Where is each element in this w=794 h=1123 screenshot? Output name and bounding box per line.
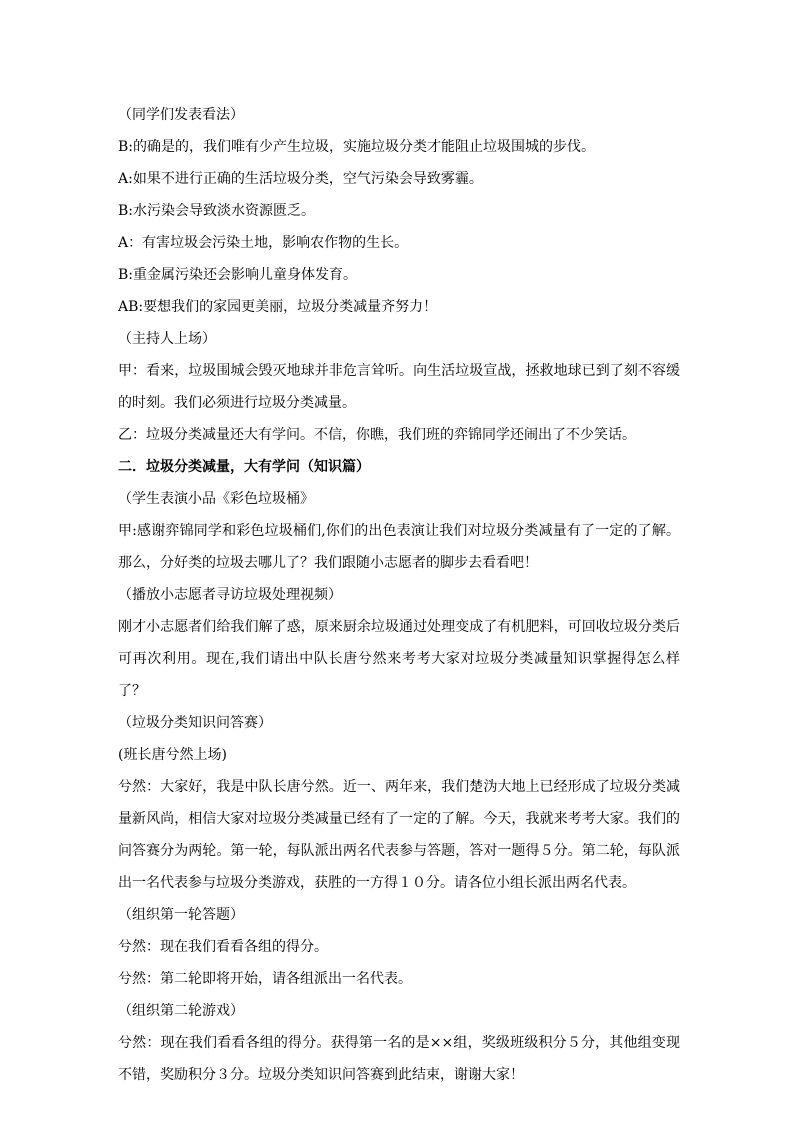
- dialogue-line: B:的确是的，我们唯有少产生垃圾，实施垃圾分类才能阻止垃圾围城的步伐。: [118, 139, 596, 155]
- dialogue-paragraph: 甲:感谢弈锦同学和彩色垃圾桶们,你们的出色表演让我们对垃圾分类减量有了一定的了解。那么，分好类的垃圾去哪儿了？我们跟随小志愿者的脚步去看看吧！: [118, 523, 680, 571]
- section-heading: 二．垃圾分类减量，大有学问（知识篇）: [118, 459, 370, 475]
- dialogue-line: B:重金属污染还会影响儿童身体发育。: [118, 267, 358, 283]
- stage-direction: (班长唐兮然上场): [118, 747, 227, 763]
- dialogue-paragraph: 兮然：大家好，我是中队长唐兮然。近一、两年来，我们楚沩大地上已经形成了垃圾分类减量新风尚，相信大家对垃圾分类减量已经有了一定的了解。今天，我就来考考大家。我们的问答赛分为两轮。第一轮，每队派出两名代表参与答题，答对一题得５分。第二轮，每队派出一名代表参与垃圾分类游戏，获胜的一方得１０分。请各位小组长派出两名代表。: [118, 779, 680, 891]
- stage-direction: （组织第一轮答题）: [118, 907, 244, 923]
- dialogue-line: AB:要想我们的家园更美丽，垃圾分类减量齐努力！: [118, 299, 438, 315]
- dialogue-line: A:如果不进行正确的生活垃圾分类，空气污染会导致雾霾。: [118, 171, 483, 187]
- dialogue-line: A：有害垃圾会污染土地，影响农作物的生长。: [118, 235, 409, 251]
- dialogue-paragraph: 兮然：现在我们看看各组的得分。获得第一名的是××组，奖级班级积分５分，其他组变现不错，奖励积分３分。垃圾分类知识问答赛到此结束，谢谢大家！: [118, 1035, 680, 1083]
- dialogue-line: 兮然：第二轮即将开始，请各组派出一名代表。: [118, 971, 412, 987]
- dialogue-line: 乙：垃圾分类减量还大有学问。不信，你瞧，我们班的弈锦同学还闹出了不少笑话。: [118, 427, 636, 443]
- dialogue-line: 兮然：现在我们看看各组的得分。: [118, 939, 328, 955]
- stage-direction: （学生表演小品《彩色垃圾桶》: [118, 491, 314, 507]
- dialogue-line: B:水污染会导致淡水资源匮乏。: [118, 203, 316, 219]
- stage-direction: （播放小志愿者寻访垃圾处理视频）: [118, 587, 342, 603]
- narration-paragraph: 刚才小志愿者们给我们解了惑，原来厨余垃圾通过处理变成了有机肥料，可回收垃圾分类后可再次利用。现在,我们请出中队长唐兮然来考考大家对垃圾分类减量知识掌握得怎么样了？: [118, 619, 680, 699]
- stage-direction: （同学们发表看法）: [118, 107, 244, 123]
- dialogue-paragraph: 甲：看来，垃圾围城会毁灭地球并非危言耸听。向生活垃圾宣战，拯救地球已到了刻不容缓的时刻。我们必须进行垃圾分类减量。: [118, 363, 680, 411]
- document-body: [118, 99, 680, 1091]
- stage-direction: （垃圾分类知识问答赛）: [118, 715, 272, 731]
- stage-direction: （组织第二轮游戏）: [118, 1003, 244, 1019]
- stage-direction: （主持人上场）: [118, 331, 216, 347]
